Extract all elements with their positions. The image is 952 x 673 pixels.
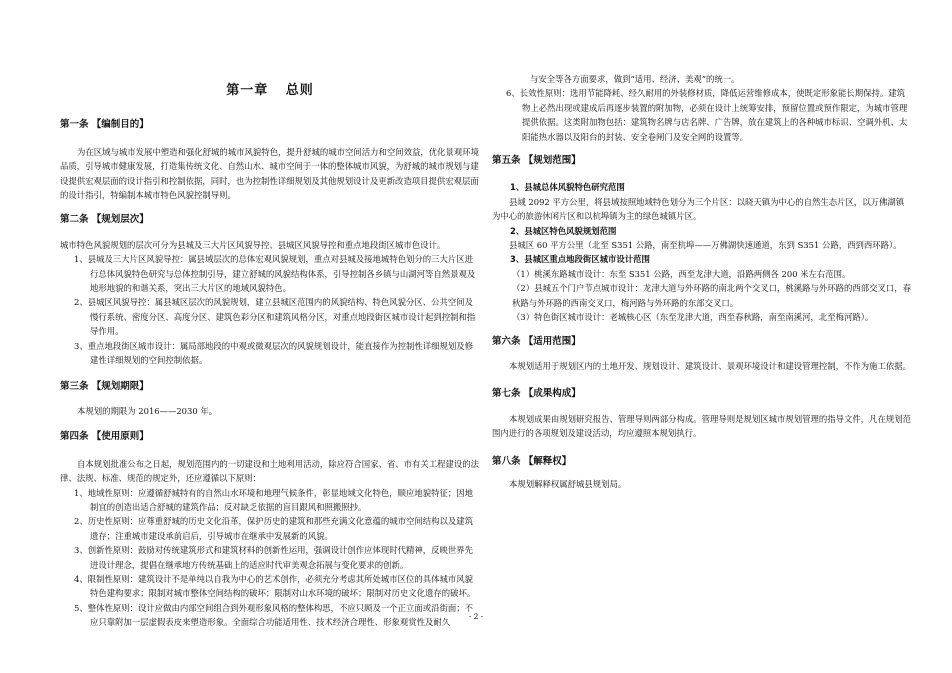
scope-2-body: 县城区 60 平方公里（北至 S351 公路，南至杭埠——万佛湖快速通道，东到 S351 公路，西到西环路）。: [509, 240, 902, 251]
article-4-item: 2、历史性原则：应尊重舒城的历史文化沿革，保护历史的建筑和那些充满文化意蕴的城市空间结构以及建筑遗存；注重城市建设承前启后，引导城市在继承中发展新的风貌。: [74, 516, 473, 541]
scope-3-title: 3、县城区重点地段街区城市设计范围: [510, 254, 650, 265]
left-column: [60, 0, 480, 630]
article-6-title: 第六条 【适用范围】: [492, 335, 581, 347]
article-2-item: 1、县城及三大片区风貌导控：属县域层次的总体宏观风貌规划，重点对县城及接地城特色划分的三大片区进行总体风貌特色研究与总体控制引导，建立舒城的风貌结构体系，引导控制各乡镇与山湖河等自然景观及地形地貌的和谐关系，突出三大片区的地域风貌特色。: [74, 254, 476, 294]
chapter-number: 第一章: [226, 83, 269, 98]
article-2-item: 3、重点地段街区城市设计：属局部地段的中观或微观层次的风貌规划设计，能直接作为控制性详细规划及修建性详细规划的空间控制依据。: [74, 340, 473, 366]
article-7-title: 第七条 【成果构成】: [492, 388, 581, 400]
chapter-heading: [60, 84, 480, 98]
article-4-item: 1、地域性原则：应遵循舒城特有的自然山水环境和地理气候条件，彰显地域文化特色，顺应地貌特征；因地制宜的创造出适合舒城的建筑作品；反对缺乏依据的盲目跟风和照搬照抄。: [74, 487, 473, 512]
scope-3-item: （2）县城五个门户节点城市设计：龙津大道与外环路的南北两个交叉口，桃溪路与外环路的西部交叉口，春秋路与外环路的西南交叉口，梅河路与外环路的东部交叉口。: [512, 283, 911, 308]
article-4-intro: 自本规划批准公布之日起，规划范围内的一切建设和土地利用活动，除应符合国家、省、市有关工程建设的法律、法规、标准、规范的规定外，还应遵循以下原则：: [60, 458, 479, 484]
article-2-item: 2、县城区风貌导控：属县城区层次的风貌规划，建立县城区范围内的风貌结构、特色风貌分区、公共空间及慢行系统、密度分区、高度分区、建筑色彩分区和建筑风格分区，对重点地段街区城市设计起到控制和指导作用。: [74, 297, 476, 337]
article-4-item: 4、限制性原则：建筑设计不是单纯以自我为中心的艺术创作，必须充分考虑其所处城市区位的具体城市风貌特色建构要求；限制对城市整体空间结构的破坏；限制对山水环境的破坏；限制对历史文化遗存的破坏。: [74, 573, 476, 599]
article-4-item: 5、整体性原则：设计应做由内部空间组合到外观形象风格的整体构思，不应只顾及一个正立面或沿街面；不应只靠附加一层虚假表皮来塑造形象。全面综合功能适用性、技术经济合理性、形象观赏性及耐久: [74, 602, 473, 628]
article-2-title: 第二条 【规划层次】: [60, 214, 149, 226]
scope-3-item: （3）特色街区城市设计：老城核心区（东至龙津大道，西至春秋路，南至南溪河，北至梅河路）。: [512, 312, 874, 323]
scope-3-item: （1）桃溪东路城市设计：东至 S351 公路，西至龙津大道，沿路两侧各 200 米左右范围。: [512, 268, 851, 279]
page-number: - 2 -: [468, 612, 484, 621]
article-6-body: 本规划适用于规划区内的土地开发、规划设计、建筑设计、景观环境设计和建设管理控制，不作为施工依据。: [509, 360, 911, 371]
article-1-body: 为在区域与城市发展中塑造和强化舒城的城市风貌特色，提升舒城的城市空间活力和空间效益，优化景观环境品质，引导城市健康发展，打造集传统文化、自然山水、城市空间于一体的整体城市风貌，为舒城的城市规划与建设提供宏观层面的设计指引和控制依据，同时，也为控制性详细规划及其他规划设计及更新改造项目提供宏观层面的设计指引，特编制本城市特色风貌控制导则。: [60, 146, 479, 201]
article-7-body: 本规划成果由规划研究报告、管理导则两部分构成。管理导则是规划区城市规划管理的指导文件，凡在规划范围内进行的各项规划及建设活动，均应遵照本规划执行。: [492, 413, 911, 439]
chapter-name: 总则: [285, 83, 314, 98]
article-4-item: 3、创新性原则：鼓励对传统建筑形式和建筑材料的创新性运用，强调设计创作应体现时代精神，反映世界先进设计理念，提倡在继承地方传统基础上的适应时代审美观念拓展与变化要求的创新。: [74, 545, 473, 570]
article-3-title: 第三条 【规划期限】: [60, 380, 149, 392]
article-1-title: 第一条 【编制目的】: [60, 119, 149, 131]
scope-2-title: 2、县城区特色风貌规划范围: [510, 225, 617, 236]
article-3-body: 本规划的期限为 2016——2030 年。: [77, 405, 218, 416]
article-4-title: 第四条 【使用原则】: [60, 431, 149, 443]
article-2-intro: 城市特色风貌规划的层次可分为县城及三大片区风貌导控、县城区风貌导控和重点地段街区城市色设计。: [60, 239, 446, 250]
article-5-title: 第五条 【规划范围】: [492, 155, 581, 167]
right-column: [492, 0, 912, 491]
article-4-item-6: 6、长效性原则：选用节能降耗、经久耐用的外装修材质，降低运营维修成本，使既定形象能长期保持。建筑物上必然出现或建成后再逐步装置的附加物，必须在设计上统筹安排，预留位置或预作限定，为城市管理提供依据。这类附加物包括：建筑物名牌与店名牌、广告牌，放在建筑上的各种城市标识、空调外机、太阳能热水器以及阳台的封装、安全卷闸门及安全网的设置等。: [506, 88, 908, 142]
scope-1-body: 县域 2092 平方公里，将县域按照地域特色划分为三个片区：以晓天镇为中心的自然生态片区，以万佛湖镇为中心的旅游休闲片区和以杭埠镇为主的绿色城镇片区。: [492, 196, 905, 222]
article-8-title: 第八条 【解释权】: [492, 455, 572, 467]
article-8-body: 本规划解释权属舒城县规划局。: [509, 478, 627, 489]
continuation-line: 与安全等各方面要求，做到“适用、经济、美观”的统一。: [530, 74, 740, 84]
scope-1-title: 1、县城总体风貌特色研究范围: [510, 182, 625, 193]
